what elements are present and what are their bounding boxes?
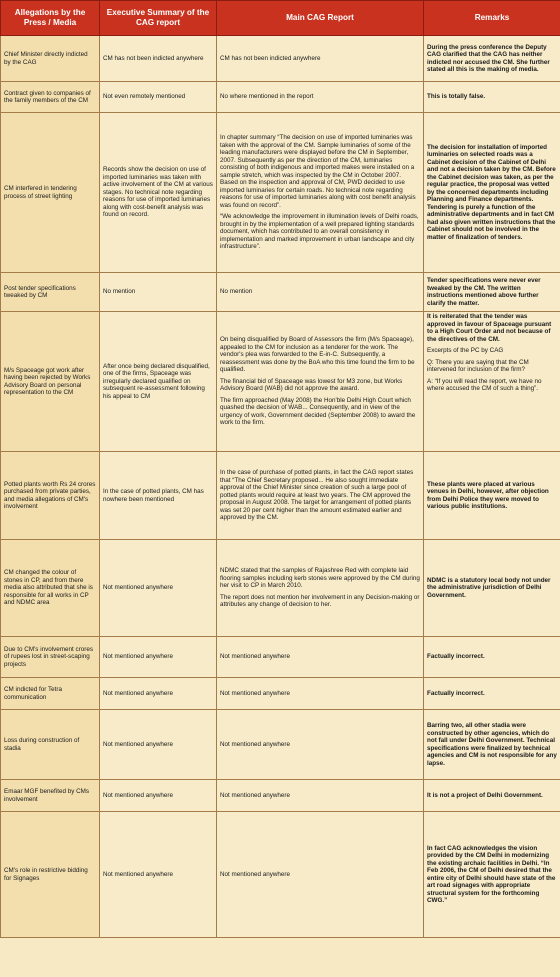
remarks-paragraph: In fact CAG acknowledges the vision provided by the CM Delhi in modernizing the existing archaic facilities in Delhi. “In Feb 2006, the CM of Delhi desired that the entire city of Delhi should have state of the art road signages with appropriate structural system for the forthcoming CWG.” bbox=[427, 844, 556, 904]
table-row bbox=[1, 113, 560, 273]
main-report-cell bbox=[217, 637, 424, 678]
executive-summary-cell: Records show the decision on use of imported luminaries was taken with active involvement of the CM at various stages. No technical note regarding reasons for use of imported luminaries along with cost-benefit analysis was found on record. bbox=[100, 113, 217, 273]
allegation-cell: CM's role in restrictive bidding for Signages bbox=[1, 812, 100, 938]
main-report-paragraph: Not mentioned anywhere bbox=[220, 791, 291, 799]
executive-summary-cell: No mention bbox=[100, 273, 217, 312]
main-report-cell bbox=[217, 678, 424, 710]
remarks-cell bbox=[424, 273, 560, 312]
main-report-cell bbox=[217, 312, 424, 452]
table-row bbox=[1, 273, 560, 312]
table-row bbox=[1, 540, 560, 637]
main-report-paragraph: NDMC stated that the samples of Rajashree Red with complete laid flooring samples including kerb stones were approved by the CM during her visit to CP in March 2010. bbox=[220, 567, 420, 590]
header-allegations: Allegations by the Press / Media bbox=[1, 1, 100, 36]
remarks-cell bbox=[424, 113, 560, 273]
main-report-paragraph: CM has not been indicted anywhere bbox=[220, 54, 321, 62]
remarks-cell bbox=[424, 678, 560, 710]
table-row bbox=[1, 452, 560, 540]
allegation-cell: Due to CM's involvement crores of rupees lost in street-scaping projects bbox=[1, 637, 100, 678]
allegation-cell: Chief Minister directly indicted by the CAG bbox=[1, 36, 100, 82]
header-main-report: Main CAG Report bbox=[217, 1, 424, 36]
table-row bbox=[1, 812, 560, 938]
main-report-paragraph: In the case of purchase of potted plants, in fact the CAG report states that “The Chief Secretary proposed... He also sought immediate approval of the Chief Minister since creation of such a large pool of potted plants would require at least two years. The CM approved the proposal in August 2008. The target for arrangement of potted plants was set 20 per cent higher than the amount estimated earlier and approved by the CM. bbox=[220, 469, 414, 522]
main-report-cell bbox=[217, 540, 424, 637]
remarks-cell bbox=[424, 637, 560, 678]
main-report-paragraph: The report does not mention her involvement in any Decision-making or attributes any change of decision to her. bbox=[220, 593, 420, 609]
executive-summary-cell: Not mentioned anywhere bbox=[100, 780, 217, 812]
remarks-cell bbox=[424, 540, 560, 637]
table-row bbox=[1, 637, 560, 678]
remarks-paragraph: During the press conference the Deputy CAG clarified that the CAG has neither indicted nor accused the CM. She further stated all this is the making of media. bbox=[427, 43, 550, 73]
main-report-paragraph: On being disqualified by Board of Assessors the firm (M/s Spaceage), appealed to the CM for inclusion as a tenderer for the work. The vendor's plea was forwarded to the E-in-C. Subsequently, a reassessment was done by the BoA who this time found the firm to be qualified. bbox=[220, 336, 415, 374]
executive-summary-cell: After once being declared disqualified, one of the firms, Spaceage was irregularly declared qualified on subsequent re-assessment following his appeal to CM bbox=[100, 312, 217, 452]
main-report-cell bbox=[217, 812, 424, 938]
executive-summary-cell: Not even remotely mentioned bbox=[100, 82, 217, 113]
remarks-paragraph: NDMC is a statutory local body not under the administrative jurisdiction of Delhi Government. bbox=[427, 576, 551, 599]
executive-summary-cell: Not mentioned anywhere bbox=[100, 540, 217, 637]
remarks-paragraph: Q: There you are saying that the CM intervened for inclusion of the firm? bbox=[427, 358, 529, 373]
table-row bbox=[1, 82, 560, 113]
main-report-cell bbox=[217, 36, 424, 82]
main-report-paragraph: “We acknowledge the improvement in illumination levels of Delhi roads, brought in by the implementation of a well prepared lighting standards document, which has contributed to an overall consistency in implementation and marked improvement in urban landscape and city infrastructure”. bbox=[220, 213, 419, 251]
executive-summary-cell: Not mentioned anywhere bbox=[100, 812, 217, 938]
main-report-paragraph: Not mentioned anywhere bbox=[220, 870, 291, 878]
remarks-paragraph: These plants were placed at various venues in Delhi, however, after objection from Delhi Police they were moved to various public institutions. bbox=[427, 480, 549, 510]
remarks-paragraph: It is reiterated that the tender was approved in favour of Spaceage pursuant to a High Court Order and not because of the directives of the CM. bbox=[427, 313, 552, 343]
header-remarks: Remarks bbox=[424, 1, 560, 36]
allegation-cell: Contract given to companies of the family members of the CM bbox=[1, 82, 100, 113]
main-report-cell bbox=[217, 113, 424, 273]
allegation-cell: Emaar MGF benefited by CMs involvement bbox=[1, 780, 100, 812]
remarks-paragraph: Excerpts of the PC by CAG bbox=[427, 347, 504, 354]
header-executive-summary: Executive Summary of the CAG report bbox=[100, 1, 217, 36]
remarks-paragraph: A: “If you will read the report, we have no where accused the CM of such a thing”. bbox=[427, 377, 542, 392]
table-row bbox=[1, 780, 560, 812]
main-report-paragraph: No where mentioned in the report bbox=[220, 93, 314, 101]
remarks-cell bbox=[424, 82, 560, 113]
main-report-cell bbox=[217, 273, 424, 312]
remarks-paragraph: This is totally false. bbox=[427, 93, 486, 101]
remarks-paragraph: It is not a project of Delhi Government. bbox=[427, 791, 543, 799]
main-report-paragraph: Not mentioned anywhere bbox=[220, 689, 291, 697]
table-row bbox=[1, 710, 560, 780]
main-report-paragraph: Not mentioned anywhere bbox=[220, 653, 291, 661]
remarks-paragraph: Tender specifications were never ever tweaked by the CM. The written instructions mentioned above further clarify the matter. bbox=[427, 277, 541, 307]
remarks-paragraph: Factually incorrect. bbox=[427, 653, 485, 661]
remarks-cell bbox=[424, 710, 560, 780]
executive-summary-cell: Not mentioned anywhere bbox=[100, 678, 217, 710]
remarks-paragraph: Factually incorrect. bbox=[427, 689, 485, 697]
main-report-cell bbox=[217, 780, 424, 812]
executive-summary-cell: CM has not been indicted anywhere bbox=[100, 36, 217, 82]
main-report-paragraph: No mention bbox=[220, 288, 253, 296]
remarks-cell bbox=[424, 780, 560, 812]
executive-summary-cell: In the case of potted plants, CM has nowhere been mentioned bbox=[100, 452, 217, 540]
remarks-cell bbox=[424, 452, 560, 540]
main-report-paragraph: Not mentioned anywhere bbox=[220, 740, 291, 748]
main-report-paragraph: The firm approached (May 2008) the Hon'ble Delhi High Court which quashed the decision of WAB... Consequently, and in view of the urgency of work, Government decided (September 2008) to award the work to the firm. bbox=[220, 396, 416, 427]
executive-summary-cell: Not mentioned anywhere bbox=[100, 710, 217, 780]
table-row bbox=[1, 678, 560, 710]
allegation-cell: Loss during construction of stadia bbox=[1, 710, 100, 780]
allegation-cell: CM interfered in tendering process of street lighting bbox=[1, 113, 100, 273]
allegation-cell: M/s Spaceage got work after having been rejected by Works Advisory Board on personal representation to the CM bbox=[1, 312, 100, 452]
allegation-cell: CM changed the colour of stones in CP, and from there media also attributed that she is responsible for all works in CP and NDMC area bbox=[1, 540, 100, 637]
remarks-paragraph: The decision for installation of imported luminaries on selected roads was a Cabinet decision of the Cabinet of Delhi and not a decision taken by the CM. Before the Cabinet decision was taken, as per the regular practice, the proposal was vetted by the concerned departments including Planning and Finance departments. Tendering is purely a function of the administrative departments and in fact CM had also given written instructions that the Cabinet should not be involved in the matter of finalization of tenders. bbox=[427, 143, 556, 241]
main-report-paragraph: The financial bid of Spaceage was lowest for M3 zone, but Works Advisory Board (WAB) did not approve the award. bbox=[220, 377, 403, 393]
main-report-cell bbox=[217, 82, 424, 113]
main-report-paragraph: In chapter summary “The decision on use of imported luminaries was taken with the approval of the CM. Sample luminaries of some of the leading manufacturers were displayed before the CM in September, 2007. Subsequently as per the direction of the CM, luminaries consisting of both indigenous and imported makes were installed on a sample stretch, which was inspected by the CM in October 2007. Based on the inspection and approval of CM, PWD decided to use imported luminaries for certain roads. No technical note regarding reasons for use of imported luminaries along with cost benefit analysis was found on record”. bbox=[220, 134, 416, 209]
remarks-cell bbox=[424, 312, 560, 452]
table-row bbox=[1, 312, 560, 452]
main-report-cell bbox=[217, 710, 424, 780]
remarks-cell bbox=[424, 812, 560, 938]
allegation-cell: Potted plants worth Rs 24 crores purchased from private parties, and media allegations of CM's involvement bbox=[1, 452, 100, 540]
header-row bbox=[1, 1, 560, 36]
executive-summary-cell: Not mentioned anywhere bbox=[100, 637, 217, 678]
main-report-cell bbox=[217, 452, 424, 540]
allegation-cell: CM indicted for Tetra communication bbox=[1, 678, 100, 710]
remarks-cell bbox=[424, 36, 560, 82]
table-row bbox=[1, 36, 560, 82]
remarks-paragraph: Barring two, all other stadia were constructed by other agencies, which do not fall under Delhi Government. Technical specifications were finalized by technical agencies and CM is not responsible for any lapse. bbox=[427, 722, 557, 767]
allegation-cell: Post tender specifications tweaked by CM bbox=[1, 273, 100, 312]
